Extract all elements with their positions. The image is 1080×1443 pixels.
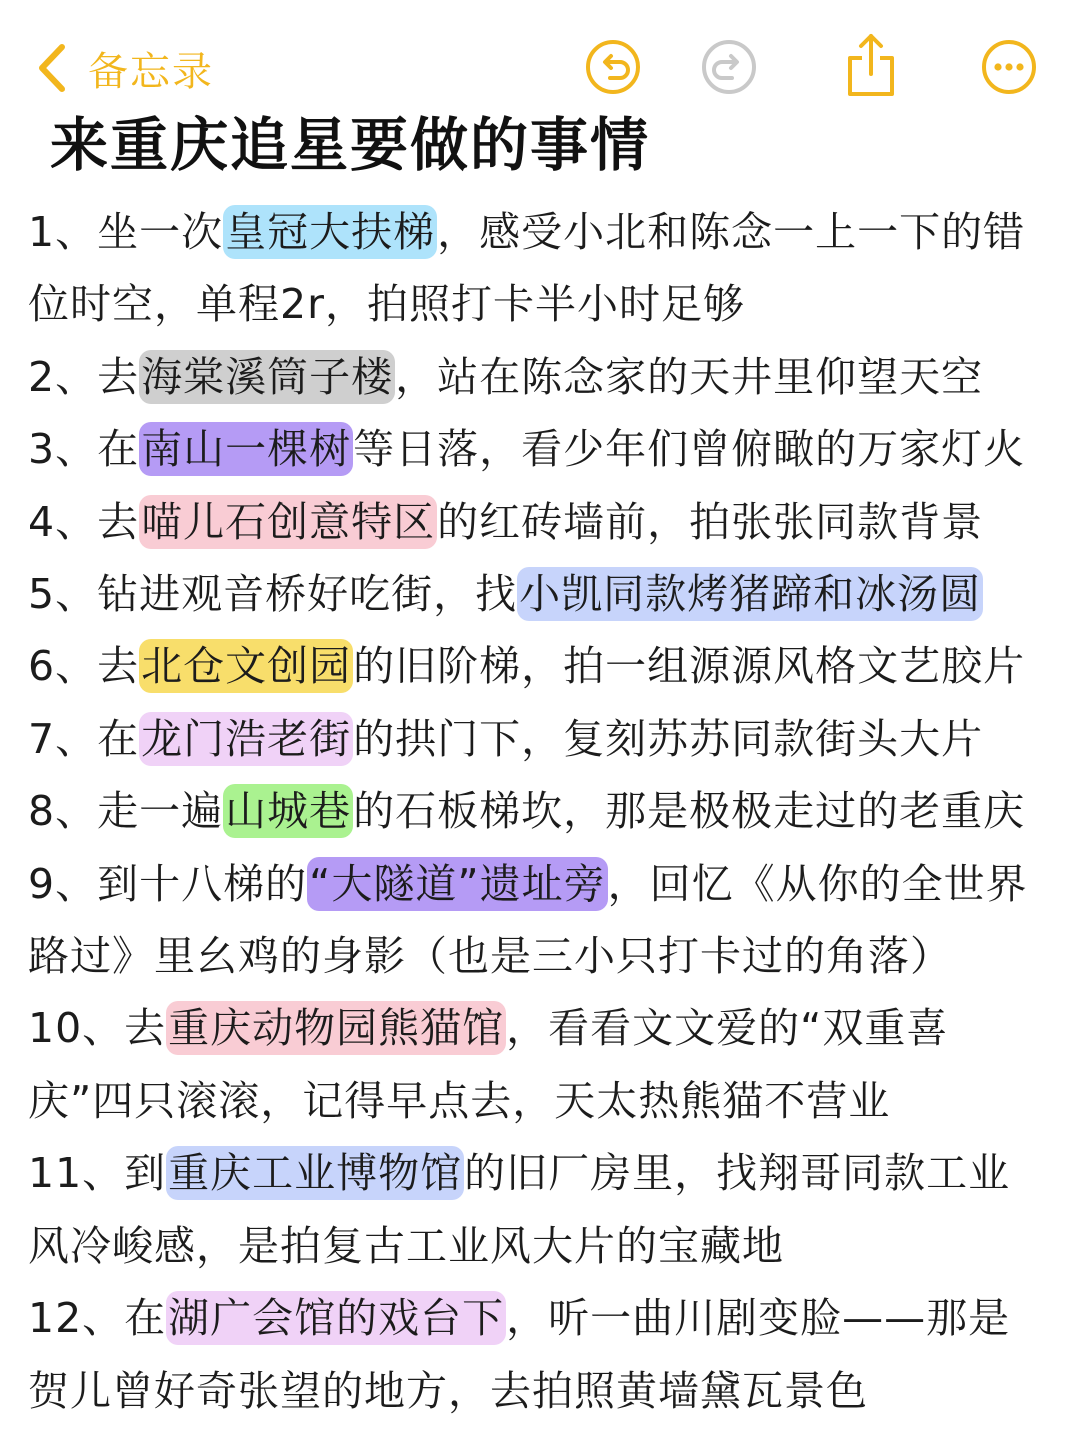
item-text: 4、去 [28, 497, 140, 546]
item-text: 2、去 [28, 352, 140, 401]
share-icon [842, 32, 900, 98]
list-item[interactable] [28, 413, 1052, 485]
item-text: 的红砖墙前，拍张张同款背景 [437, 497, 984, 546]
item-highlight: 皇冠大扶梯 [223, 205, 437, 259]
item-text: 8、走一遍 [28, 787, 224, 836]
item-text: ，听一曲川剧变脸——那是贺儿曾好奇张望的地方，去拍照黄墙黛瓦景色 [28, 1294, 1011, 1415]
item-text: 6、去 [28, 642, 140, 691]
item-text: ，看看文文爱的“双重喜庆”四只滚滚，记得早点去，天太热熊猫不营业 [28, 1004, 949, 1125]
undo-button[interactable] [584, 38, 642, 96]
redo-icon [700, 38, 758, 96]
list-item[interactable] [28, 703, 1052, 775]
item-text: 1、坐一次 [28, 208, 224, 256]
item-text: 的拱门下，复刻苏苏同款街头大片 [353, 714, 984, 763]
item-highlight: 湖广会馆的戏台下 [166, 1291, 506, 1345]
item-highlight: 喵儿石创意特区 [139, 495, 437, 549]
item-highlight: 南山一棵树 [139, 422, 353, 476]
item-text: 的石板梯坎，那是极极走过的老重庆 [353, 787, 1026, 836]
item-highlight: “大隧道”遗址旁 [307, 857, 607, 911]
chevron-left-icon [34, 43, 68, 93]
item-highlight: 小凯同款烤猪蹄和冰汤圆 [517, 567, 983, 621]
share-button[interactable] [842, 32, 900, 98]
note-title[interactable]: 来重庆追星要做的事情 [50, 111, 651, 179]
list-item[interactable] [28, 1282, 1052, 1427]
item-text: 7、在 [28, 714, 140, 763]
more-button[interactable] [980, 38, 1038, 96]
item-text: 的旧厂房里，找翔哥同款工业风冷峻感，是拍复古工业风大片的宝藏地 [28, 1149, 1011, 1270]
item-highlight: 北仓文创园 [139, 639, 353, 693]
redo-button[interactable] [700, 38, 758, 96]
item-text: ，站在陈念家的天井里仰望天空 [395, 352, 984, 401]
back-label: 备忘录 [88, 48, 214, 95]
undo-icon [584, 38, 642, 96]
item-text: 9、到十八梯的 [28, 859, 308, 908]
more-icon [980, 38, 1038, 96]
list-item[interactable] [28, 630, 1052, 702]
back-button[interactable] [34, 38, 214, 98]
item-highlight: 山城巷 [223, 784, 353, 838]
list-item[interactable] [28, 486, 1052, 558]
list-item[interactable] [28, 196, 1052, 341]
item-text: 3、在 [28, 425, 140, 474]
item-text: ，感受小北和陈念一上一下的错位时空，单程2r，拍照打卡半小时足够 [28, 208, 1026, 329]
list-item[interactable] [28, 1137, 1052, 1282]
item-text: 等日落，看少年们曾俯瞰的万家灯火 [353, 425, 1026, 474]
list-item[interactable] [28, 775, 1052, 847]
list-item[interactable] [28, 558, 1052, 630]
list-item[interactable] [28, 341, 1052, 413]
item-text: 12、在 [28, 1294, 167, 1343]
item-text: 11、到 [28, 1149, 167, 1198]
item-highlight: 重庆动物园熊猫馆 [166, 1001, 506, 1055]
list-item[interactable] [28, 848, 1052, 993]
item-text: 10、去 [28, 1004, 167, 1053]
item-text: 的旧阶梯，拍一组源源风格文艺胶片 [353, 642, 1026, 691]
item-highlight: 重庆工业博物馆 [166, 1146, 464, 1200]
note-body[interactable] [28, 196, 1052, 1427]
item-text: ，回忆《从你的全世界路过》里幺鸡的身影（也是三小只打卡过的角落） [28, 859, 1028, 981]
item-highlight: 龙门浩老街 [139, 712, 353, 766]
item-highlight: 海棠溪筒子楼 [139, 350, 395, 404]
item-text: 5、钻进观音桥好吃街，找 [28, 570, 518, 619]
list-item[interactable] [28, 992, 1052, 1137]
